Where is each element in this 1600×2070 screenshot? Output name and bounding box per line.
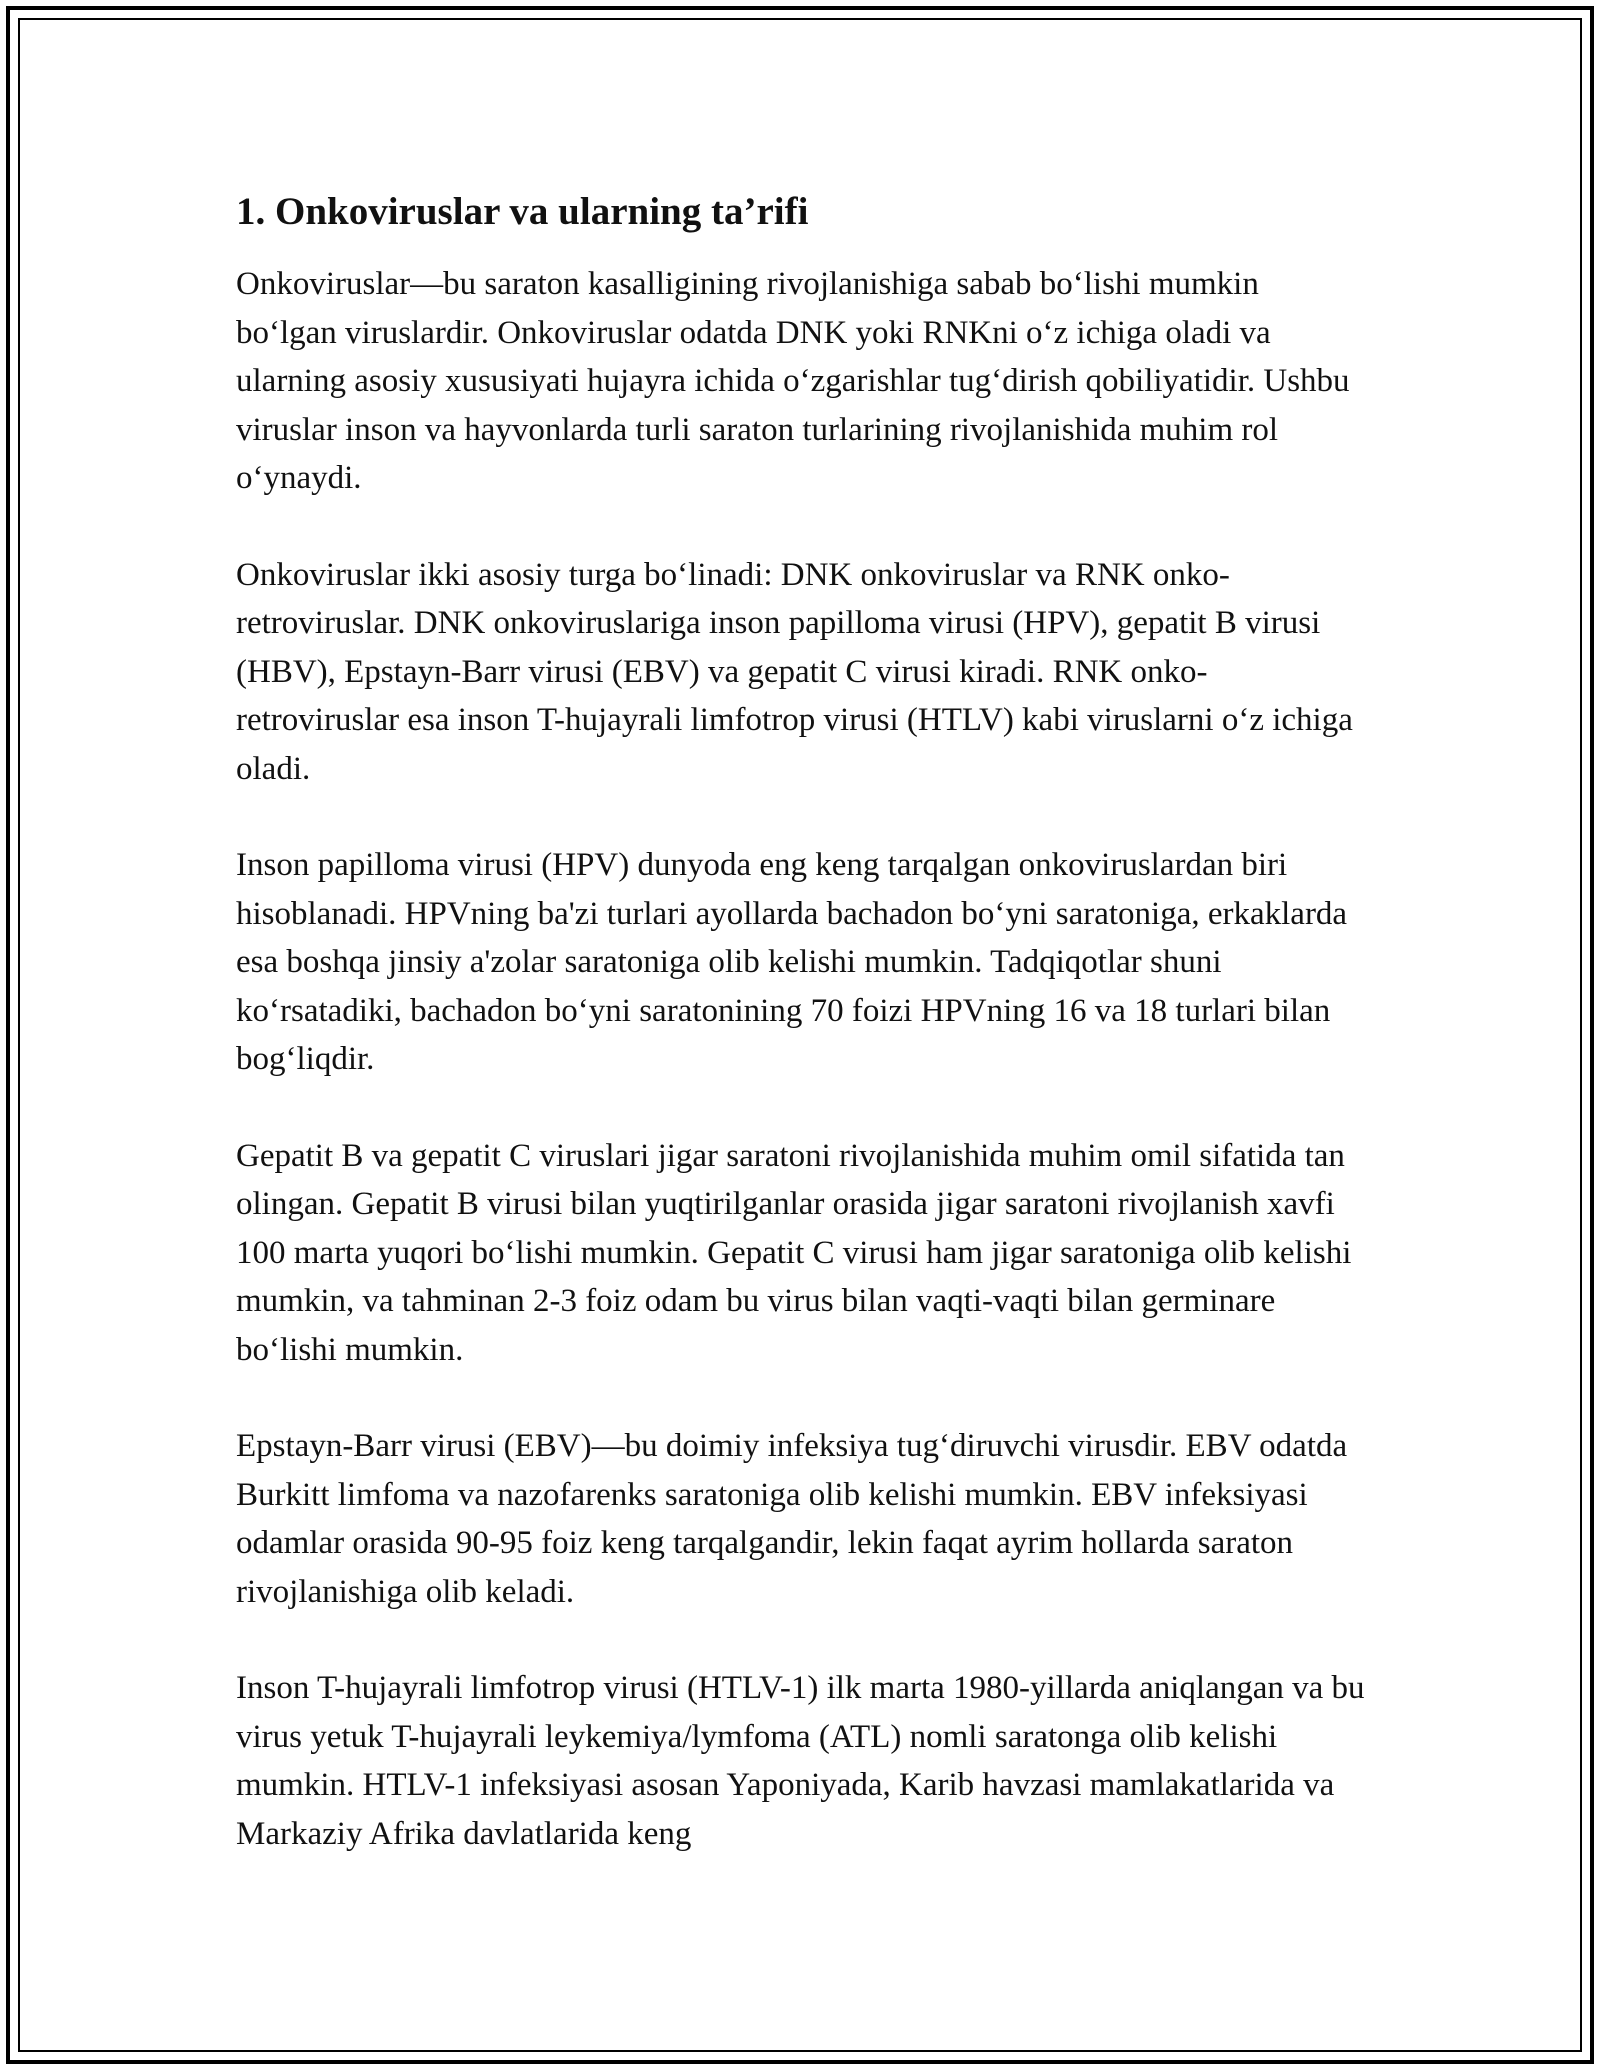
paragraph-htlv: Inson T-hujayrali limfotrop virusi (HTLV-1) ilk marta 1980-yillarda aniqlangan va bu virus yetuk T-hujayrali leykemiya/lymfoma (ATL) nomli saratonga olib kelishi mumkin. HTLV-1 infeksiyasi asosan Yaponiyada, Karib havzasi mamlakatlarida va Markaziy Afrika davlatlarida keng [236,1670,1365,1852]
paragraph-definition: Onkoviruslar—bu saraton kasalligining rivojlanishiga sabab boʻlishi mumkin boʻlgan viruslardir. Onkoviruslar odatda DNK yoki RNKni oʻz ichiga oladi va ularning asosiy xususiyati hujayra ichida oʻzgarishlar tugʻdirish qobiliyatidir. Ushbu viruslar inson va hayvonlarda turli saraton turlarining rivojlanishida muhim rol oʻynaydi. [236,266,1350,496]
paragraph-classification: Onkoviruslar ikki asosiy turga boʻlinadi: DNK onkoviruslar va RNK onko-retroviruslar. DNK onkoviruslariga inson papilloma virusi (HPV), gepatit B virusi (HBV), Epstayn-Barr virusi (EBV) va gepatit C virusi kiradi. RNK onko-retroviruslar esa inson T-hujayrali limfotrop virusi (HTLV) kabi viruslarni oʻz ichiga oladi. [236,556,1353,787]
paragraph-ebv: Epstayn-Barr virusi (EBV)—bu doimiy infeksiya tugʻdiruvchi virusdir. EBV odatda Burkitt limfoma va nazofarenks saratoniga olib kelishi mumkin. EBV infeksiyasi odamlar orasida 90-95 foiz keng tarqalgandir, lekin faqat ayrim hollarda saraton rivojlanishiga olib keladi. [236,1428,1348,1610]
paragraph-hepatitis: Gepatit B va gepatit C viruslari jigar saratoni rivojlanishida muhim omil sifatida tan olingan. Gepatit B virusi bilan yuqtirilganlar orasida jigar saratoni rivojlanish xavfi 100 marta yuqori boʻlishi mumkin. Gepatit C virusi ham jigar saratoniga olib kelishi mumkin, va tahminan 2-3 foiz odam bu virus bilan vaqti-vaqti bilan germinare boʻlishi mumkin. [236,1137,1352,1368]
document-body [236,186,1366,1906]
paragraph-hpv: Inson papilloma virusi (HPV) dunyoda eng keng tarqalgan onkoviruslardan biri hisoblanadi. HPVning ba'zi turlari ayollarda bachadon boʻyni saratoniga, erkaklarda esa boshqa jinsiy a'zolar saratoniga olib kelishi mumkin. Tadqiqotlar shuni koʻrsatadiki, bachadon boʻyni saratonining 70 foizi HPVning 16 va 18 turlari bilan bogʻliqdir. [236,847,1348,1077]
section-title: 1. Onkoviruslar va ularning ta’rifi [236,190,809,233]
